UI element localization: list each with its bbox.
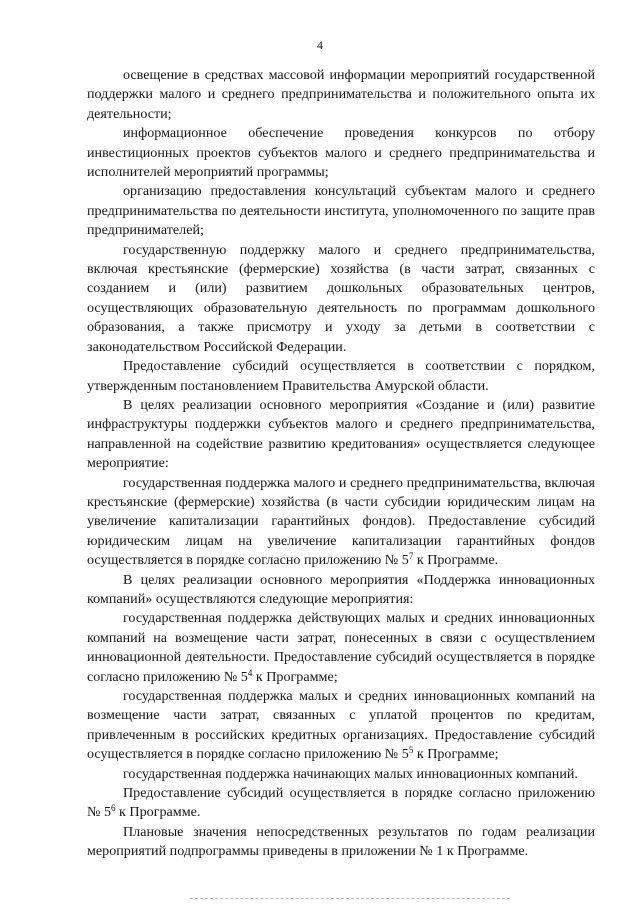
paragraph-infrastructure-intro: В целях реализации основного мероприятия «Создание и (или) развитие инфраструктуры поддержки субъектов малого и среднего предпринимательства, направленной на содействие развитию кредитования» осуществляется следующее мероприятие:: [87, 396, 595, 472]
text-segment: к Программе;: [252, 668, 338, 685]
paragraph-innovation-intro: В целях реализации основного мероприятия «Поддержка инновационных компаний» осуществляются следующие мероприятия:: [87, 571, 595, 607]
paragraph-guarantee-funds: [87, 474, 595, 571]
superscript: 6: [111, 803, 116, 814]
paragraph-preschool-support: государственную поддержку малого и среднего предпринимательства, включая крестьянские (фермерские) хозяйства (в части затрат, связанных с созданием и (или) развитием дошкольных образовательных центров, осуществляющих образовательную деятельность по программам дошкольного образования, а также присмотру и уходу за детьми в соответствии с законодательством Российской Федерации.: [87, 241, 595, 355]
paragraph-planned-results: Плановые значения непосредственных результатов по годам реализации мероприятий подпрограммы приведены в приложении № 1 к Программе.: [87, 823, 595, 860]
paragraph-existing-companies: [87, 609, 595, 687]
paragraph-startup-companies: государственная поддержка начинающих малых инновационных компаний.: [123, 765, 578, 782]
text-segment: государственная поддержка малого и среднего предпринимательства, включая крестьянские (фермерские) хозяйства (в части субсидии юридическим лицам на увеличение капитализации гарантийных фондов). Предоставление субсидий юридическим лицам на увеличение капитализации гарантийных фондов осуществляется в порядке согласно приложению № 5: [87, 474, 595, 569]
text-segment: Предоставление субсидий осуществляется в порядке согласно приложению № 5: [87, 785, 595, 821]
text-segment: государственная поддержка действующих малых и средних инновационных компаний на возмещение части затрат, понесенных в связи с осуществлением инновационной деятельности. Предоставление субсидий осуществляется в порядке согласно приложению № 5: [87, 610, 595, 685]
paragraph-interest-compensation: [87, 687, 595, 765]
superscript: 7: [408, 551, 414, 562]
text-segment: государственная поддержка малых и средних инновационных компаний на возмещение части затрат, связанных с уплатой процентов по кредитам, привлеченным в российских кредитных организациях. Предоставление субсидий осуществляется в порядке согласно приложению № 5: [87, 688, 595, 763]
text-segment: к Программе.: [115, 804, 201, 821]
text-segment: к Программе;: [413, 746, 499, 763]
paragraph-consultations: организацию предоставления консультаций субъектам малого и среднего предпринимательства по деятельности института, уполномоченного по защите прав предпринимателей;: [87, 183, 595, 239]
superscript: 5: [408, 745, 414, 756]
paragraph-contest-info: информационное обеспечение проведения конкурсов по отбору инвестиционных проектов субъектов малого и среднего предпринимательства и исполнителей мероприятий программы;: [87, 125, 595, 181]
paragraph-startup-subsidy: [87, 784, 595, 823]
superscript: 4: [247, 667, 253, 678]
text-segment: к Программе.: [413, 552, 499, 569]
page-number: 4: [317, 38, 323, 52]
scan-edge-line: [190, 898, 510, 899]
document-body: [87, 66, 595, 862]
paragraph-media-coverage: освещение в средствах массовой информации мероприятий государственной поддержки малого и среднего предпринимательства и положительного опыта их деятельности;: [87, 67, 595, 122]
paragraph-subsidy-order: Предоставление субсидий осуществляется в соответствии с порядком, утвержденным постановлением Правительства Амурской области.: [87, 358, 595, 394]
